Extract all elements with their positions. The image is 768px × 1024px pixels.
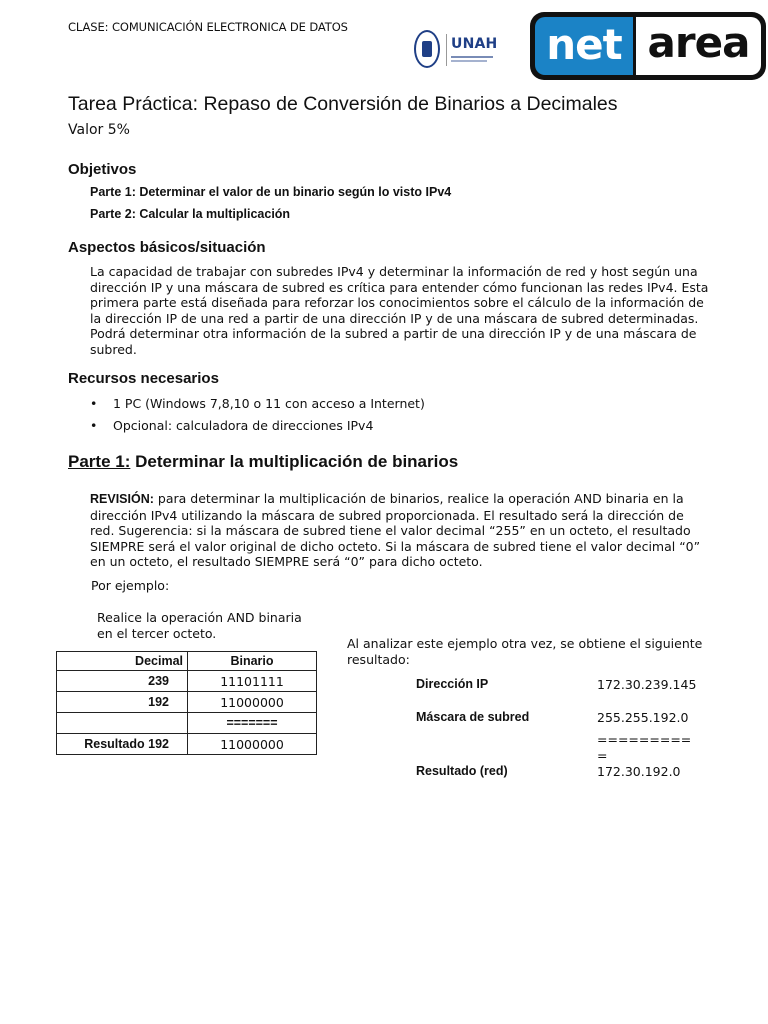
netarea-logo-area: area	[636, 17, 761, 75]
objetivos-heading: Objetivos	[68, 161, 137, 178]
table-row	[57, 713, 317, 734]
red-label: Resultado (red)	[416, 764, 508, 778]
objetivo-item: Parte 2: Calcular la multiplicación	[90, 207, 291, 221]
red-value: 172.30.192.0	[597, 764, 681, 779]
separator-wrap: =	[597, 747, 608, 763]
parte1-heading	[68, 452, 458, 472]
recursos-heading: Recursos necesarios	[68, 370, 219, 387]
table-cell: 239	[57, 671, 188, 692]
revision-label: REVISIÓN:	[90, 492, 154, 506]
table-cell: =======	[188, 713, 317, 734]
mask-label: Máscara de subred	[416, 710, 530, 724]
table-cell: 11000000	[188, 692, 317, 713]
table-cell	[57, 713, 188, 734]
revision-text: para determinar la multiplicación de binarios, realice la operación AND binaria en la dirección IPv4 utilizando la máscara de subred proporcionada. El resultado será la dirección de red. Sugerencia: si la máscara de subred tiene el valor decimal “255” en un octeto, el resultado SIEMPRE será el valor original de dicho octeto. Si la máscara de subred tiene el valor decimal “0” en un octeto, el resultado SIEMPRE será “0” para dicho octeto.	[90, 491, 701, 570]
netarea-logo	[530, 12, 766, 80]
table-row	[57, 734, 317, 755]
table-row	[57, 671, 317, 692]
valor-label: Valor 5%	[68, 122, 130, 138]
ip-label: Dirección IP	[416, 677, 489, 691]
bullet-icon: •	[90, 396, 98, 411]
table-row	[57, 692, 317, 713]
aspectos-paragraph: La capacidad de trabajar con subredes IPv4 y determinar la información de red y host según una dirección IP y una máscara de subred es crítica para entender cómo funcionan las redes IPv4. Esta primera parte está diseñada para reforzar los conocimientos sobre el cálculo de la información de la dirección IP de una red a partir de una dirección IP y de una máscara de subred determinadas. Podrá determinar otra información de la subred a partir de una dirección IP y de una máscara de subred.	[90, 264, 709, 357]
result-separator	[597, 732, 697, 763]
objetivo-item: Parte 1: Determinar el valor de un binario según lo visto IPv4	[90, 185, 452, 199]
parte1-title: Determinar la multiplicación de binarios	[135, 452, 459, 471]
parte1-label: Parte 1:	[68, 452, 131, 471]
table-header: Decimal	[57, 652, 188, 671]
table-header-row	[57, 652, 317, 671]
binary-and-table	[56, 651, 317, 755]
list-item-text: Opcional: calculadora de direcciones IPv4	[113, 418, 374, 433]
unah-logo-text: UNAH	[451, 36, 498, 52]
mask-value: 255.255.192.0	[597, 710, 689, 725]
bullet-icon: •	[90, 418, 98, 433]
table-cell: 192	[57, 692, 188, 713]
separator-line: =========	[597, 732, 692, 747]
aspectos-heading: Aspectos básicos/situación	[68, 239, 266, 256]
ejemplo-label: Por ejemplo:	[91, 578, 170, 593]
ip-value: 172.30.239.145	[597, 677, 697, 692]
netarea-logo-net: net	[535, 17, 633, 75]
table-header: Binario	[188, 652, 317, 671]
table-cell: 11000000	[188, 734, 317, 755]
table-cell: Resultado 192	[57, 734, 188, 755]
list-item-text: 1 PC (Windows 7,8,10 o 11 con acceso a Internet)	[113, 396, 425, 411]
unah-seal-icon	[414, 30, 440, 68]
unah-logo	[414, 30, 506, 72]
class-label: CLASE: COMUNICACIÓN ELECTRONICA DE DATOS	[68, 20, 348, 34]
analizar-text: Al analizar este ejemplo otra vez, se obtiene el siguiente resultado:	[347, 636, 703, 667]
table-cell: 11101111	[188, 671, 317, 692]
revision-paragraph	[90, 491, 710, 570]
document-title: Tarea Práctica: Repaso de Conversión de Binarios a Decimales	[68, 93, 618, 115]
realice-text: Realice la operación AND binaria en el tercer octeto.	[97, 610, 302, 641]
